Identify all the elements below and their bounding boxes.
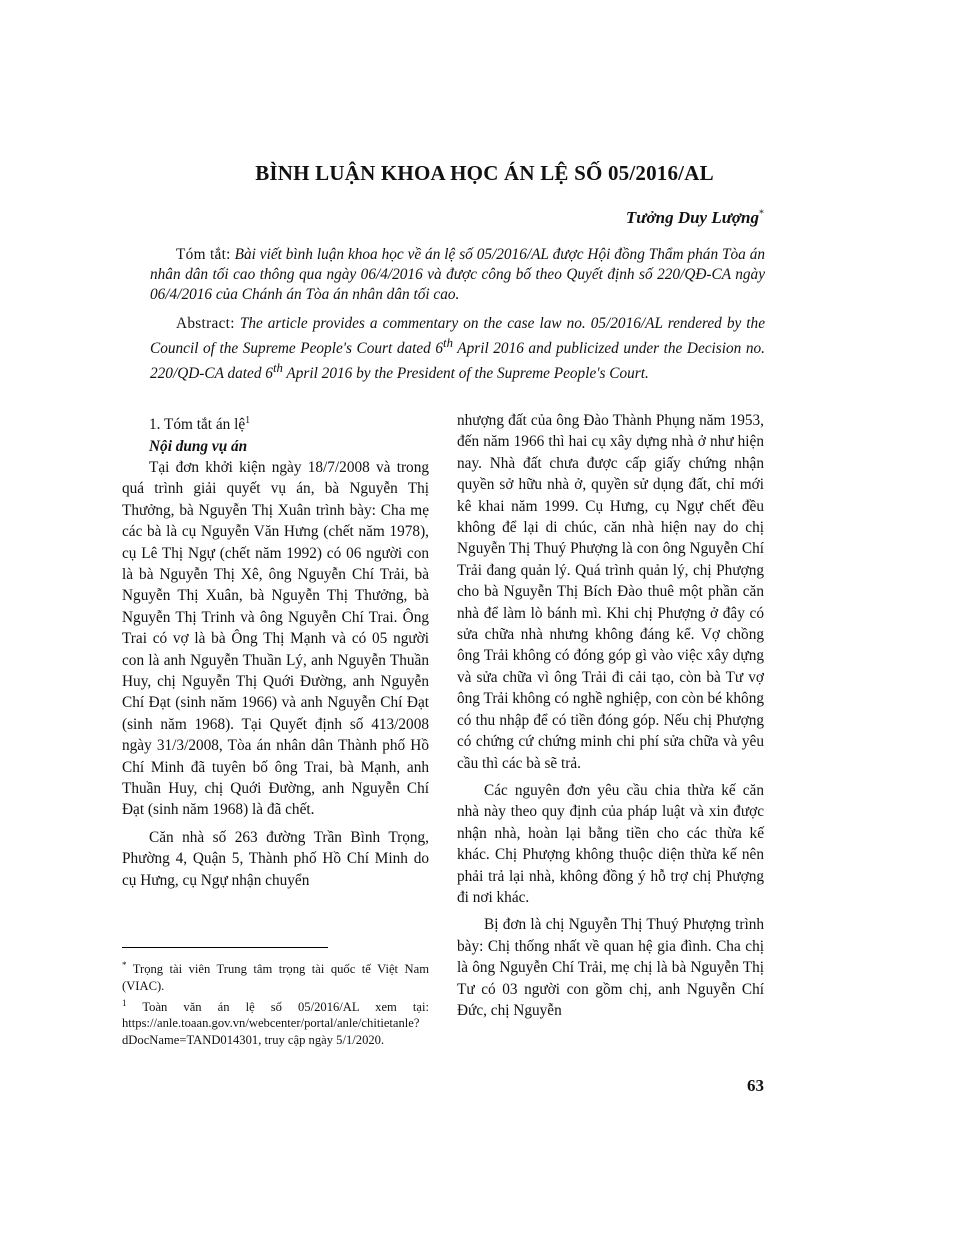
author-name: Tưởng Duy Lượng (625, 208, 759, 227)
right-column (457, 410, 764, 1021)
section-heading-text: 1. Tóm tắt án lệ (149, 416, 246, 434)
page-number: 63 (747, 1076, 764, 1095)
vietnamese-abstract (150, 245, 765, 304)
author-line (626, 208, 764, 228)
paragraph: Các nguyên đơn yêu cầu chia thừa kế căn nhà này theo quy định của pháp luật và xin được nhận nhà, hoàn lại bằng tiền cho các thừa kế khác. Chị Phượng không thuộc diện thừa kế nên phải trả lại nhà, không đồng ý hỗ trợ chị Phượng đi nơi khác. (457, 781, 764, 906)
footnote (122, 995, 429, 1049)
author-footnote-mark: * (759, 208, 764, 220)
footnote-divider (122, 947, 328, 948)
abstract-en-text-3: April 2016 by the President of the Supreme People's Court. (282, 364, 649, 382)
left-column (122, 410, 429, 891)
subheading: Nội dung vụ án (149, 437, 248, 455)
abstract-en-text-2: April 2016 and publicized under the Decision no. 220/QD-CA dated 6 (150, 339, 765, 382)
paragraph: Tại đơn khởi kiện ngày 18/7/2008 và trong quá trình giải quyết vụ án, bà Nguyễn Thị Thưởng, bà Nguyễn Thị Xuân trình bày: Cha mẹ các bà là cụ Nguyễn Văn Hưng (chết năm 1978), cụ Lê Thị Ngự (chết năm 1992) có 06 người con là bà Nguyễn Thị Xê, ông Nguyễn Chí Trải, bà Nguyễn Thị Xuân, bà Nguyễn Thị Thưởng, bà Nguyễn Thị Trinh và ông Nguyễn Chí Trai. Ông Trai có vợ là bà Ông Thị Mạnh và có 05 người con là anh Nguyễn Thuần Lý, anh Nguyễn Thuần Huy, chị Nguyễn Thị Quới Đường, anh Nguyễn Chí Đạt (sinh năm 1966) và anh Nguyễn Chí Đạt (sinh năm 1968). Tại Quyết định số 413/2008 ngày 31/3/2008, Tòa án nhân dân Thành phố Hồ Chí Minh đã tuyên bố ông Trai, bà Mạnh, anh Thuần Huy, chị Quới Đường, anh Nguyễn Chí Đạt (sinh năm 1968) là đã chết. (122, 458, 429, 819)
section-heading-note: 1 (245, 415, 251, 426)
article-title: BÌNH LUẬN KHOA HỌC ÁN LỆ SỐ 05/2016/AL (255, 161, 714, 185)
footnote-text: Trọng tài viên Trung tâm trọng tài quốc tế Việt Nam (VIAC). (122, 962, 430, 993)
abstract-en-label: Abstract: (176, 315, 235, 332)
footnote-text: Toàn văn án lệ số 05/2016/AL xem tại: https://anle.toaan.gov.vn/webcenter/portal/anle/chitietanle?dDocName=TAND014301, truy cập ngày 5/1/2020. (122, 999, 430, 1048)
paragraph: nhượng đất của ông Đào Thành Phụng năm 1953, đến năm 1966 thì hai cụ xây dựng nhà ở như hiện nay. Nhà đất chưa được cấp giấy chứng nhận quyền sở hữu nhà ở, quyền sử dụng đất, chỉ mới kê khai năm 1999. Cụ Hưng, cụ Ngự chết đều không để lại di chúc, căn nhà hiện nay do chị Nguyễn Thị Thuý Phượng là con ông Nguyễn Chí Trải đang quản lý. Quá trình quản lý, chị Phượng cho bà Nguyễn Thị Bích Đào thuê một phần căn nhà để làm lò bánh mì. Khi chị Phượng ở đây có sửa chữa nhà nhưng không đáng kể. Vợ chồng ông Trải không có đóng góp gì vào việc xây dựng và sửa chữa vì ông Trải đi cải tạo, còn bà Tư vợ ông Trải không có nghề nghiệp, con còn bé không có thu nhập để có tiền đóng góp. Nếu chị Phượng có chứng cứ chứng minh chi phí sửa chữa và yêu cầu thì các bà sẽ trả. (457, 412, 764, 772)
abstract-vi-text: Bài viết bình luận khoa học về án lệ số 05/2016/AL được Hội đồng Thẩm phán Tòa án nhân dân tối cao thông qua ngày 06/4/2016 và được công bố theo Quyết định số 220/QĐ-CA ngày 06/4/2016 của Chánh án Tòa án nhân dân tối cao. (150, 246, 765, 303)
paragraph: Căn nhà số 263 đường Trần Bình Trọng, Phường 4, Quận 5, Thành phố Hồ Chí Minh do cụ Hưng, cụ Ngự nhận chuyển (122, 828, 429, 889)
abstract-en-text-1: The article provides a commentary on the case law no. 05/2016/AL rendered by the Council of the Supreme People's Court dated 6 (150, 315, 765, 357)
abstract-en-sup-1: th (443, 335, 453, 350)
english-abstract (150, 314, 765, 384)
section-heading (122, 410, 429, 436)
footnotes (122, 957, 429, 1049)
footnote-mark: * (122, 960, 127, 970)
footnote-mark: 1 (122, 997, 127, 1008)
paragraph: Bị đơn là chị Nguyễn Thị Thuý Phượng trình bày: Chị thống nhất về quan hệ gia đình. Cha chị là ông Nguyễn Chí Trải, mẹ chị là bà Nguyễn Thị Tư có 03 người con gồm chị, anh Nguyễn Chí Đức, chị Nguyễn (457, 916, 764, 1019)
abstract-en-sup-2: th (272, 360, 283, 375)
abstract-vi-label: Tóm tắt: (176, 246, 231, 263)
footnote (122, 957, 429, 995)
